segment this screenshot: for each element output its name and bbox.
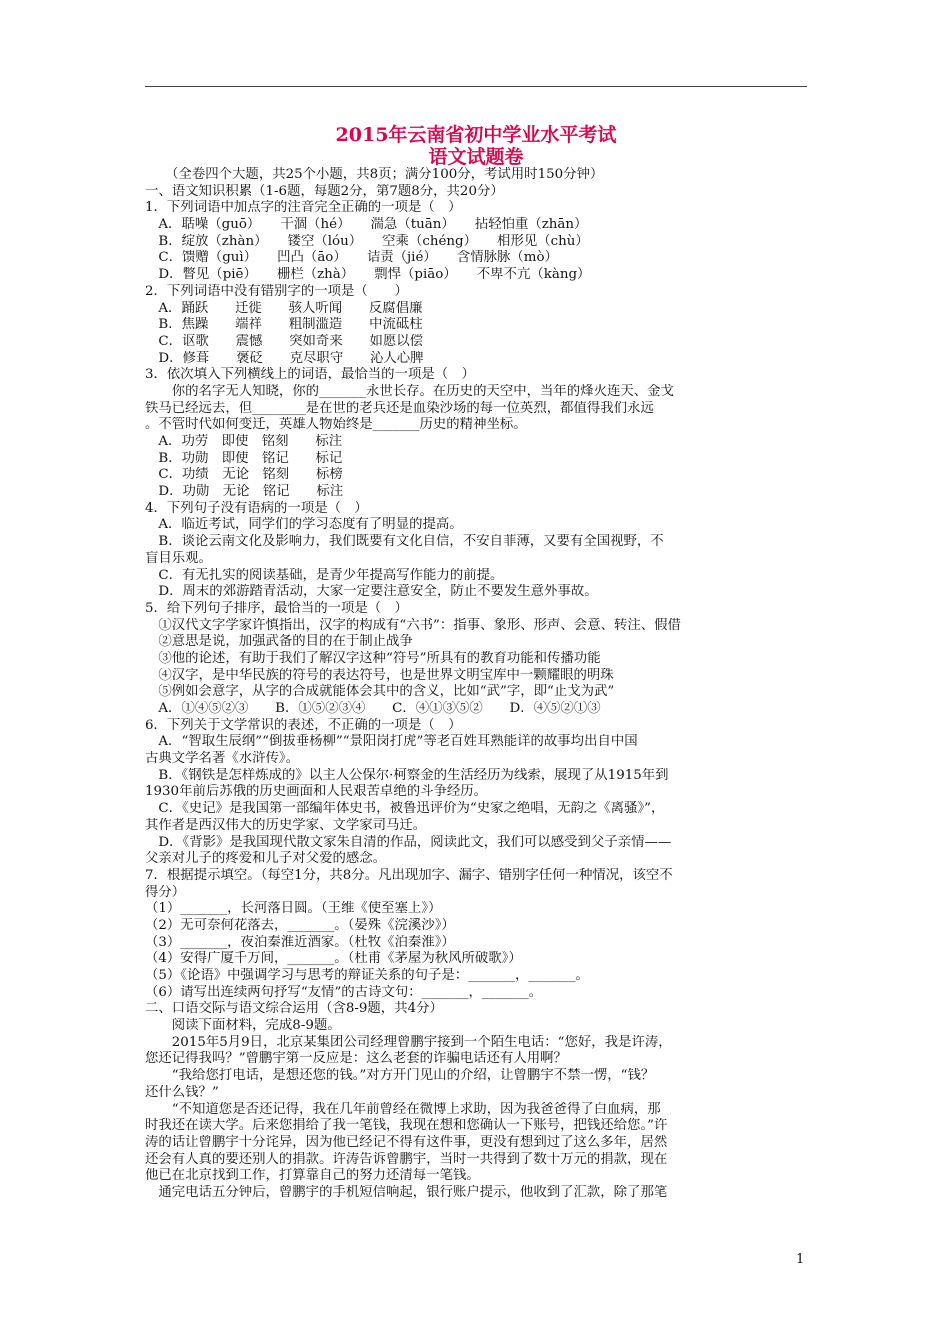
text-line: 其作者是西汉伟大的历史学家、文学家司马迁。 — [145, 817, 427, 833]
text-line: B．谈论云南文化及影响力，我们既要有文化自信，不安自菲薄，又要有全国视野，不 — [145, 534, 664, 550]
text-line: 父亲对儿子的疼爱和儿子对父爱的感念。 — [145, 851, 387, 867]
text-line: ①汉代文字学家许慎指出，汉字的构成有“六书”：指事、象形、形声、会意、转注、假借 — [145, 617, 681, 633]
text-line: ③他的论述，有助于我们了解汉字这种“符号”所具有的教育功能和传播功能 — [145, 650, 601, 666]
text-line: 2．下列词语中没有错别字的一项是（ ） — [145, 283, 408, 299]
text-line: 铁马已经远去，但________是在世的老兵还是血染沙场的每一位英烈，都值得我们永远 — [145, 400, 654, 416]
exam-subtitle: 语文试题卷 — [428, 146, 524, 168]
text-line: C．有无扎实的阅读基础，是青少年提高写作能力的前提。 — [145, 567, 504, 583]
text-line: A．①④⑤②③ B．①⑤②③④ C．④①③⑤② D．④⑤②①③ — [145, 701, 601, 716]
text-line: 。不管时代如何变迁，英雄人物始终是_______历史的精神坐标。 — [145, 417, 527, 433]
text-line: B．功勋 即使 铭记 标记 — [145, 450, 343, 466]
text-line: 时我还在读大学。后来您捐给了我一笔钱，我现在想和您确认一下账号，把钱还给您。”许 — [145, 1118, 668, 1134]
text-line: ②意思是说，加强武备的目的在于制止战争 — [145, 634, 413, 650]
text-line: （5）《论语》中强调学习与思考的辩证关系的句子是：_______，_______。 — [145, 968, 589, 983]
text-line: “不知道您是否还记得，我在几年前曾经在微博上求助，因为我爸爸得了白血病，那 — [145, 1101, 661, 1117]
text-line: 1．下列词语中加点字的注音完全正确的一项是（ ） — [145, 200, 462, 216]
text-line: A．“智取生辰纲”“倒拔垂杨柳”“景阳岗打虎”等老百姓耳熟能详的故事均出自中国 — [145, 734, 638, 750]
text-line: 阅读下面材料，完成8-9题。 — [145, 1018, 341, 1034]
text-line: D．周末的郊游踏青活动，大家一定要注意安全，防止不要发生意外事故。 — [145, 584, 598, 600]
text-line: C．馈赠（guì） 凹凸（āo） 诘责（jié） 含情脉脉（mò） — [145, 250, 558, 266]
text-line: （2）无可奈何花落去，_______。（晏殊《浣溪沙》） — [145, 917, 455, 933]
text-line: 二、口语交际与语文综合运用（含8-9题，共4分） — [145, 1001, 443, 1017]
text-line: A．临近考试，同学们的学习态度有了明显的提高。 — [145, 517, 463, 533]
text-line: 涛的话让曾鹏宇十分诧异，因为他已经记不得有这件事，更没有想到过了这么多年，居然 — [145, 1134, 668, 1150]
text-line: （3）_______，夜泊秦淮近酒家。（杜牧《泊秦淮》） — [145, 934, 455, 950]
text-line: D．功勋 无论 铭记 标注 — [145, 484, 344, 500]
text-line: B．焦躁 端祥 粗制滥造 中流砥柱 — [145, 317, 423, 333]
text-line: C．《史记》是我国第一部编年体史书，被鲁迅评价为“史家之绝唱，无韵之《离骚》”， — [145, 801, 665, 817]
text-line: A．功劳 即使 铭刻 标注 — [145, 434, 343, 449]
text-line: “我给您打电话，是想还您的钱。”对方开门见山的介绍，让曾鹏宇不禁一愣，“钱？ — [145, 1068, 655, 1084]
text-line: 盲目乐观。 — [145, 550, 212, 566]
text-line: C．功绩 无论 铭刻 标榜 — [145, 467, 343, 483]
text-line: 得分） — [145, 884, 186, 900]
text-line: 5．给下列句子排序，最恰当的一项是（ ） — [145, 600, 408, 616]
text-line: ④汉字，是中华民族的符号的表达符号，也是世界文明宝库中一颗耀眼的明珠 — [145, 667, 614, 683]
text-line: 1930年前后苏俄的历史画面和人民艰苦卓绝的斗争经历。 — [145, 784, 488, 800]
text-line: 还会有人真的要还别人的捐款。许涛告诉曾鹏宇，当时一共得到了数十万元的捐款，现在 — [145, 1151, 668, 1167]
text-line: （1）_______，长河落日圆。（王维《使至塞上》） — [145, 901, 442, 917]
text-line: （4）安得广厦千万间，_______。（杜甫《茅屋为秋风所破歌》） — [145, 951, 522, 967]
text-line: 你的名字无人知晓，你的_______永世长存。在历史的天空中，当年的烽火连天、金戈 — [145, 383, 674, 399]
text-line: 还什么钱？” — [145, 1084, 219, 1100]
text-line: 6．下列关于文学常识的表述，不正确的一项是（ ） — [145, 717, 462, 733]
text-line: D．瞥见（piē） 栅栏（zhà） 剽悍（piāo） 不卑不亢（kàng） — [145, 267, 591, 283]
text-line: C．讴歌 震憾 突如奇来 如愿以偿 — [145, 333, 424, 349]
text-line: （全卷四个大题，共25个小题，共8页；满分100分，考试用时150分钟） — [145, 167, 604, 182]
text-line: 通完电话五分钟后，曾鹏宇的手机短信响起，银行账户提示，他收到了汇款，除了那笔 — [145, 1184, 668, 1200]
exam-body — [145, 167, 807, 1202]
page-number: 1 — [796, 1252, 805, 1267]
text-line: A．踊跃 迁徙 骇人听闻 反腐倡廉 — [145, 300, 423, 316]
text-line: B．绽放（zhàn） 镂空（lóu） 空乘（chéng） 相形见（chù） — [145, 233, 589, 249]
text-line: B．《钢铁是怎样炼成的》以主人公保尔·柯察金的生活经历为线索，展现了从1915年到 — [145, 767, 669, 783]
header-rule — [145, 86, 807, 87]
exam-title: 2015年云南省初中学业水平考试 — [335, 124, 617, 146]
text-line: A．聒噪（guō） 干涸（hé） 湍急（tuān） 拈轻怕重（zhān） — [145, 217, 588, 233]
text-line: 一、语文知识积累（1-6题，每题2分，第7题8分，共20分） — [145, 183, 504, 199]
text-line: D．《背影》是我国现代散文家朱自清的作品，阅读此文，我们可以感受到父子亲情—— — [145, 834, 672, 850]
text-line: 您还记得我吗？”曾鹏宇第一反应是：这么老套的诈骗电话还有人用啊？ — [145, 1051, 567, 1067]
text-line: 7．根据提示填空。（每空1分，共8分。凡出现加字、漏字、错别字任何一种情况，该空不 — [145, 867, 673, 883]
text-line: （6）请写出连续两句抒写“友情”的古诗文句：_______，_______。 — [145, 984, 543, 1000]
text-line: 他已在北京找到工作，打算靠自己的努力还清每一笔钱。 — [145, 1168, 480, 1184]
text-line: D．修葺 褒砭 克尽职守 沁人心脾 — [145, 350, 424, 366]
text-line: 古典文学名著《水浒传》。 — [145, 751, 299, 767]
text-line: 4．下列句子没有语病的一项是（ ） — [145, 500, 368, 516]
text-line: 3．依次填入下列横线上的词语，最恰当的一项是（ ） — [145, 367, 475, 383]
text-line: 2015年5月9日，北京某集团公司经理曾鹏宇接到一个陌生电话：“您好，我是许涛， — [145, 1034, 672, 1050]
text-line: ⑤例如会意字，从字的合成就能体会其中的含义，比如“武”字，即“止戈为武” — [145, 684, 615, 700]
